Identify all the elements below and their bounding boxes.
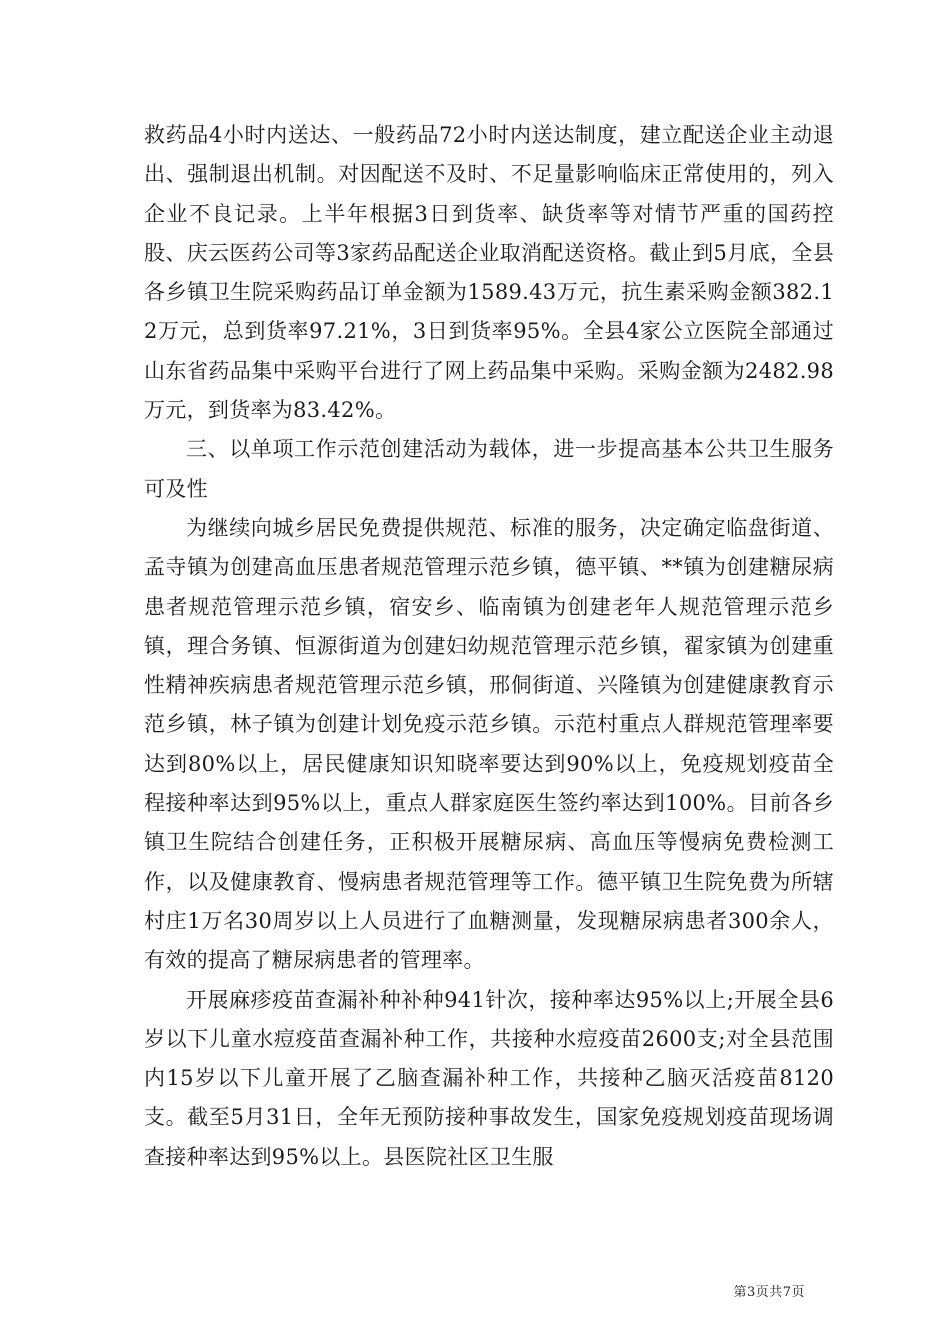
section-heading-three: 三、以单项工作示范创建活动为载体，进一步提高基本公共卫生服务可及性 [144,437,834,501]
paragraph-demonstration-towns: 为继续向城乡居民免费提供规范、标准的服务，决定确定临盘街道、孟寺镇为创建高血压患者规范管理示范乡镇，德平镇、**镇为创建糖尿病患者规范管理示范乡镇，宿安乡、临南镇为创建老年人规范管理示范乡镇，理合务镇、恒源街道为创建妇幼规范管理示范乡镇，翟家镇为创建重性精神疾病患者规范管理示范乡镇，邢侗街道、兴隆镇为创建健康教育示范乡镇，林子镇为创建计划免疫示范乡镇。示范村重点人群规范管理率要达到80%以上，居民健康知识知晓率要达到90%以上，免疫规划疫苗全程接种率达到95%以上，重点人群家庭医生签约率达到100%。目前各乡镇卫生院结合创建任务，正积极开展糖尿病、高血压等慢病免费检测工作，以及健康教育、慢病患者规范管理等工作。德平镇卫生院免费为所辖村庄1万名30周岁以上人员进行了血糖测量，发现糖尿病患者300余人，有效的提高了糖尿病患者的管理率。 [144,515,834,973]
paragraph-drug-delivery: 救药品4小时内送达、一般药品72小时内送达制度，建立配送企业主动退出、强制退出机制。对因配送不及时、不足量影响临床正常使用的，列入企业不良记录。上半年根据3日到货率、缺货率等对情节严重的国药控股、庆云医药公司等3家药品配送企业取消配送资格。截止到5月底，全县各乡镇卫生院采购药品订单金额为1589.43万元，抗生素采购金额382.12万元，总到货率97.21%，3日到货率95%。全县4家公立医院全部通过山东省药品集中采购平台进行了网上药品集中采购。采购金额为2482.98万元，到货率为83.42%。 [144,123,834,423]
paragraph-vaccination: 开展麻疹疫苗查漏补种补种941针次，接种率达95%以上;开展全县6岁以下儿童水痘疫苗查漏补种工作，共接种水痘疫苗2600支;对全县范围内15岁以下儿童开展了乙脑查漏补种工作，共接种乙脑灭活疫苗8120支。截至5月31日，全年无预防接种事故发生，国家免疫规划疫苗现场调查接种率达到95%以上。县医院社区卫生服 [144,987,834,1169]
document-body [144,116,834,1177]
page-number-footer: 第3页共7页 [733,1285,805,1300]
